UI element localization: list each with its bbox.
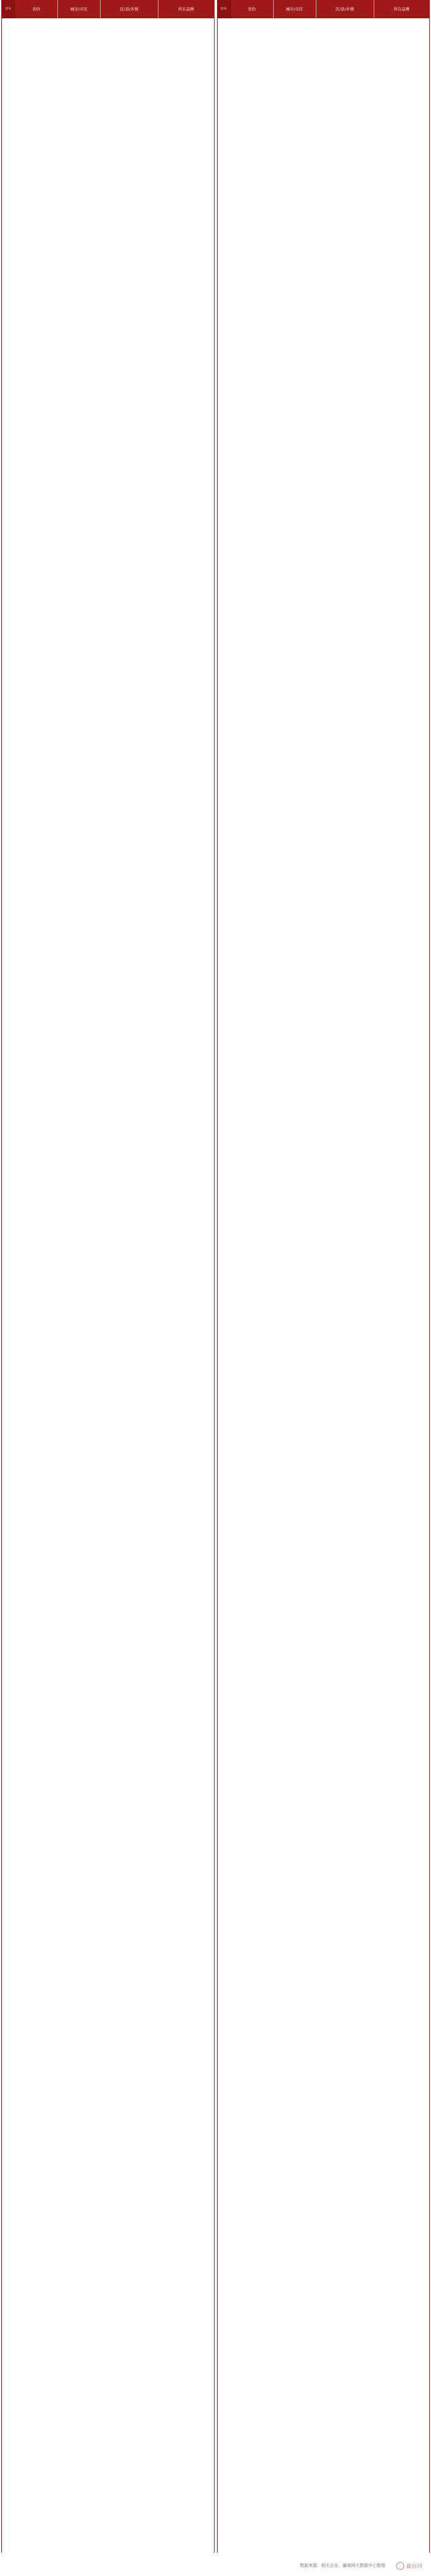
data-source-note: 数据来源：相关企业，赢商网大数据中心整理 <box>299 2563 385 2568</box>
header-district: 区/县/乡镇 <box>316 0 374 18</box>
watermark-logo-icon <box>396 2562 404 2570</box>
footer <box>0 2555 431 2576</box>
header-city: 城市/市区 <box>274 0 316 18</box>
watermark-text: 赢商网 <box>405 2563 422 2570</box>
header-province: 省份 <box>15 0 58 18</box>
table-header-right <box>218 0 430 18</box>
header-no: 序号 <box>218 0 231 18</box>
header-brand: 所在品牌 <box>178 7 194 12</box>
header-province: 省份 <box>231 0 274 18</box>
table-left <box>1 0 215 2553</box>
header-district: 区/县/乡镇 <box>101 0 159 18</box>
header-brand: 所在品牌 <box>393 7 410 12</box>
table-header-left <box>2 0 214 18</box>
table-body-right <box>218 18 430 2553</box>
header-no: 序号 <box>2 0 15 18</box>
table-right <box>217 0 430 2553</box>
watermark <box>396 2562 422 2570</box>
header-city: 城市/市区 <box>58 0 101 18</box>
table-body-left <box>2 18 214 2553</box>
